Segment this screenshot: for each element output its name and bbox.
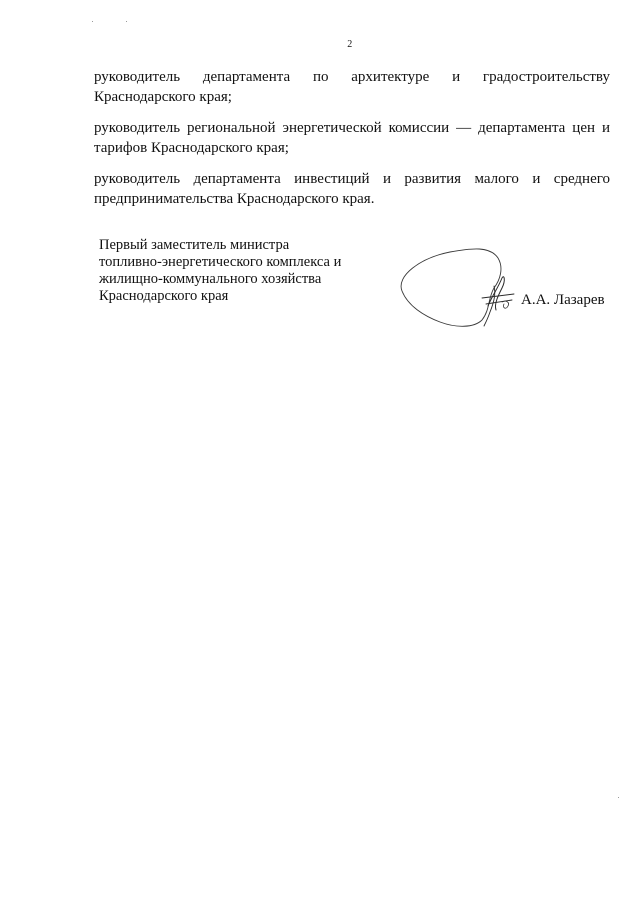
signatory-title-line: Первый заместитель министра — [99, 237, 290, 253]
paragraph-line: тарифов Краснодарского края; — [94, 140, 289, 156]
signatory-title-line: топливно-энергетического комплекса и — [99, 254, 342, 270]
scan-artifact — [618, 797, 619, 798]
paragraph-line: предпринимательства Краснодарского края. — [94, 191, 375, 207]
scan-artifact — [92, 21, 93, 22]
paragraph-line: Краснодарского края; — [94, 89, 232, 105]
signatory-title-line: жилищно-коммунального хозяйства — [99, 271, 322, 287]
signer-name: А.А. Лазарев — [521, 292, 605, 308]
paragraph-line: руководитель региональной энергетической комиссии — департамента цен и — [94, 120, 610, 136]
paragraph-architecture — [94, 67, 610, 107]
paragraph-line: руководитель департамента по архитектуре и градостроительству — [94, 69, 610, 85]
signatory-title — [99, 237, 379, 305]
paragraph-energy-commission — [94, 118, 610, 158]
page-number: 2 — [347, 39, 353, 50]
paragraph-line: руководитель департамента инвестиций и развития малого и среднего — [94, 171, 610, 187]
signatory-title-line: Краснодарского края — [99, 288, 229, 304]
handwritten-signature — [390, 236, 525, 336]
paragraph-investments — [94, 169, 610, 209]
scan-artifact — [126, 21, 127, 22]
